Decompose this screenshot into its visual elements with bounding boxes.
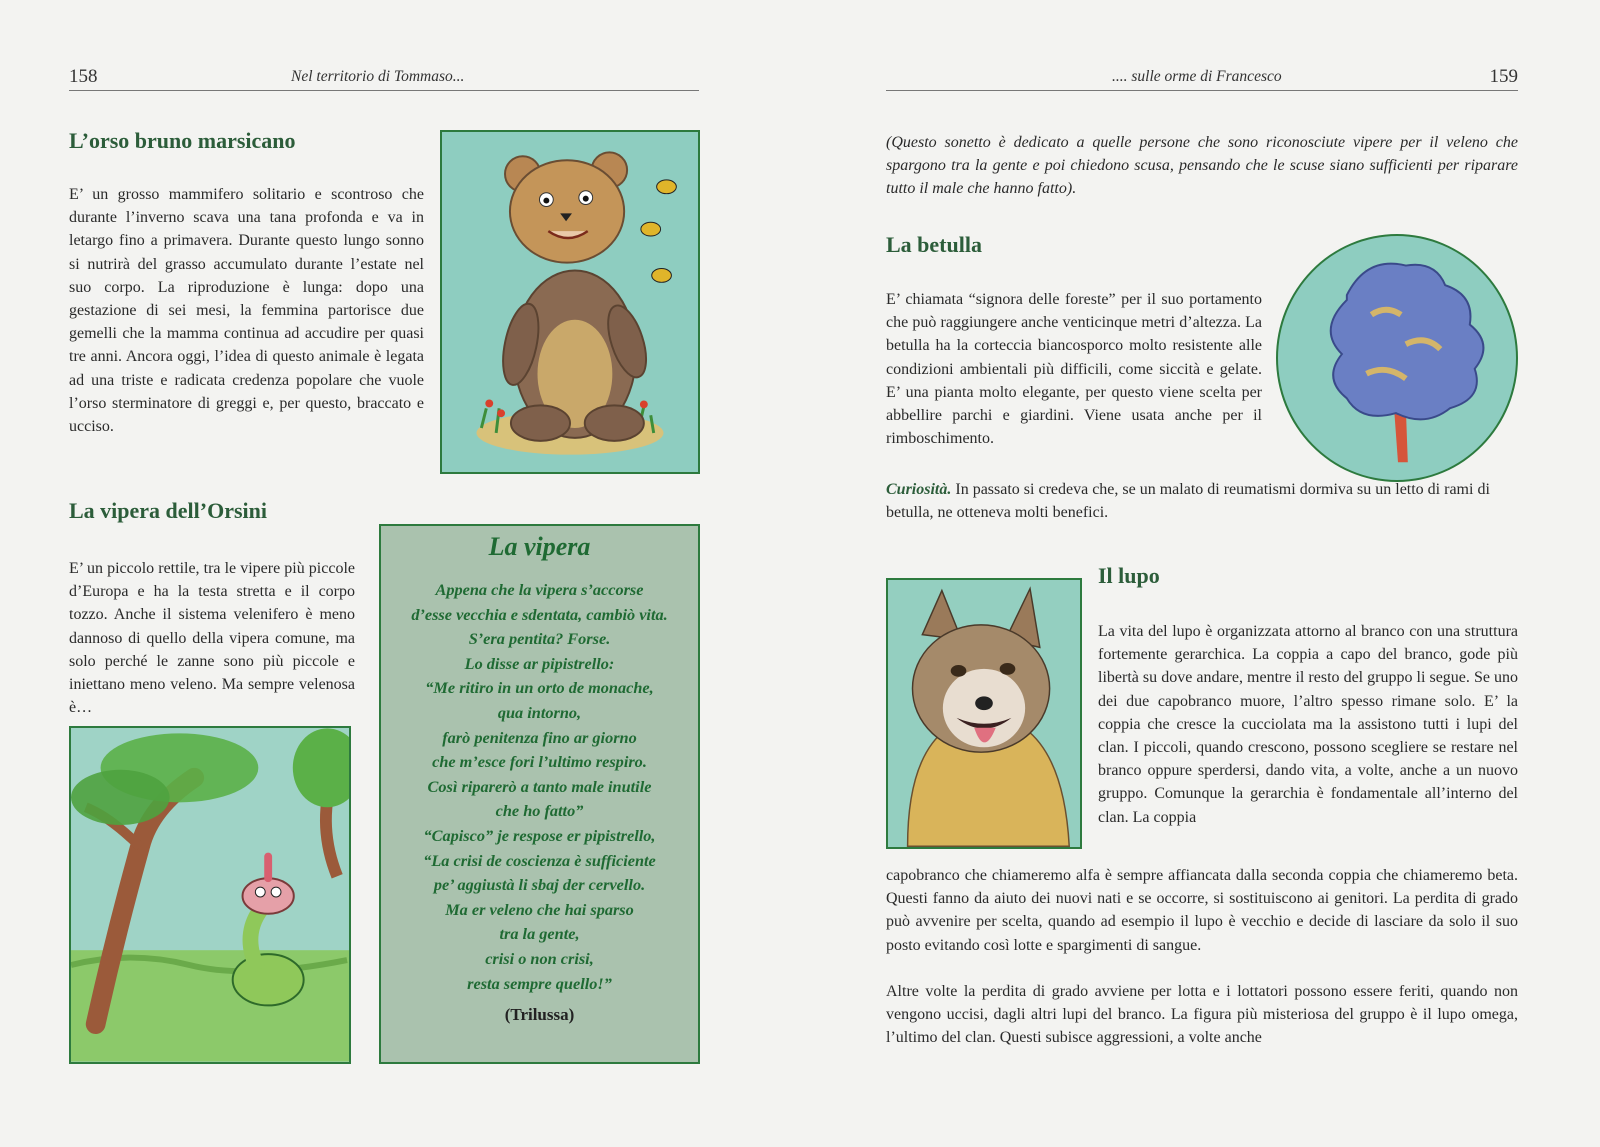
left-running-head: [69, 66, 699, 91]
birch-illustration: [1278, 236, 1516, 480]
poem-line: “Me ritiro in un orto de monache,: [425, 678, 654, 698]
bear-illustration: [442, 132, 698, 472]
poem-line: “La crisi de coscienza è sufficiente: [423, 850, 656, 870]
wolf-text-full: capobranco che chiameremo alfa è sempre affiancata dalla seconda coppia che chiameremo beta. Questi fanno da aiuto dei nuovi nati e se occorre, si sostituiscono ai genitori. La perdita di grado può avvenire per scelta, quando ad esempio il lupo è vecchio e decide di lasciare da solo il suo posto evitando così lotte e spargimenti di sangue.: [886, 867, 1518, 954]
viper-drawing: [69, 726, 351, 1064]
bear-text: E’ un grosso mammifero solitario e scontroso che durante l’inverno scava una tana profonda e va in letargo fino a primavera. Durante questo lungo sonno si nutrirà del grasso accumulato durante l’estate nel suo corpo. La riproduzione è lunga: dopo una gestazione di sei mesi, la femmina partorisce due gemelli che la mamma continua ad accudire per quasi tre anni. Ancora oggi, l’idea di questo animale è legata ad una triste e radicata credenza popolare che vuole l’orso sterminatore di greggi e, per questo, braccato e ucciso.: [69, 186, 424, 436]
bear-drawing: [440, 130, 700, 474]
left-running-title: Nel territorio di Tommaso...: [291, 68, 465, 85]
poem-line: S’era pentita? Forse.: [468, 629, 611, 649]
curiosity-label: Curiosità.: [886, 481, 952, 498]
poem-author: (Trilussa): [504, 1005, 575, 1025]
poem-line: Così riparerò a tanto male inutile: [427, 776, 652, 796]
viper-illustration: [71, 728, 349, 1062]
poem-line: “Capisco” je respose er pipistrello,: [423, 825, 656, 845]
curiosity-text: In passato si credeva che, se un malato di reumatismi dormiva su un letto di rami di betulla, ne otteneva molti benefici.: [886, 481, 1490, 522]
poem-line: pe’ aggiustà li sbaj der cervello.: [433, 875, 646, 895]
bear-heading: L’orso bruno marsicano: [69, 128, 296, 153]
viper-heading: La vipera dell’Orsini: [69, 498, 267, 523]
poem-line: Ma er veleno che hai sparso: [445, 899, 634, 919]
poem-line: tra la gente,: [499, 924, 580, 944]
birch-heading: La betulla: [886, 232, 982, 257]
poem-line: resta sempre quello!”: [467, 973, 612, 993]
poem-line: che ho fatto”: [495, 801, 584, 821]
birch-curiosity: [886, 478, 1518, 524]
viper-text: E’ un piccolo rettile, tra le vipere più piccole d’Europa e ha la testa stretta e il corpo tozzo. Anche il sistema velenifero è meno dannoso di quello della vipera comune, ma solo perché le zanne sono più piccole e iniettano meno veleno. Ma sempre velenosa è…: [69, 560, 355, 717]
birch-drawing: [1276, 234, 1518, 482]
poem-line: che m’esce fori l’ultimo respiro.: [432, 752, 647, 772]
poem-line: Appena che la vipera s’accorse: [435, 580, 644, 599]
right-page: [800, 0, 1600, 1147]
poem-box: [379, 524, 700, 1064]
right-running-title: .... sulle orme di Francesco: [1112, 68, 1282, 85]
poem-line: Lo disse ar pipistrello:: [464, 653, 615, 673]
poem-line: farò penitenza fino ar giorno: [442, 727, 637, 747]
poem-title: La vipera: [488, 532, 591, 561]
poem-line: d’esse vecchia e sdentata, cambiò vita.: [411, 604, 668, 624]
wolf-heading: Il lupo: [1098, 563, 1160, 588]
right-page-number: 159: [1489, 66, 1518, 87]
wolf-text-beside: La vita del lupo è organizzata attorno al branco con una struttura fortemente gerarchica. La coppia a capo del branco, gode più libertà su dove andare, mentre il resto del gruppo li segue. Se uno dei due capobranco muore, l’altro spesso rimane solo. E’ la coppia che cresce la cucciolata ma la assistono tutti i lupi del clan. I piccoli, quando crescono, possono scegliere se restare nel branco oppure sperdersi, dando vita, a volte, anche a un nuovo gruppo. Comunque la gerarchia è fondamentale all’interno del clan. La coppia: [1098, 623, 1518, 826]
wolf-illustration: [888, 580, 1080, 847]
bees: [641, 180, 676, 282]
poem-line: qua intorno,: [497, 702, 582, 722]
right-running-head: [886, 66, 1518, 91]
poem-line: crisi o non crisi,: [485, 948, 594, 968]
sonnet-note: (Questo sonetto è dedicato a quelle persone che sono riconosciute vipere per il veleno che spargono tra la gente e poi chiedono scusa, pensando che le scuse siano sufficienti per riparare tutto il male che hanno fatto).: [886, 134, 1518, 198]
poem-lines: [381, 578, 698, 996]
left-page-number: 158: [69, 66, 98, 87]
wolf-drawing: [886, 578, 1082, 849]
birch-text: E’ chiamata “signora delle foreste” per il suo portamento che può raggiungere anche venticinque metri d’altezza. La betulla ha la corteccia biancosporco molto resistente alle condizioni ambientali più difficili, come siccità e gelate. E’ una pianta molto elegante, per questo viene scelta per abbellire parchi e giardini. Viene usata anche per il rimboschimento.: [886, 291, 1262, 448]
wolf-text-last: Altre volte la perdita di grado avviene per lotta e i lottatori possono essere feriti, quando non vengono uccisi, dagli altri lupi del branco. La figura più misteriosa del gruppo è il lupo omega, l’ultimo del clan. Questi subisce aggressioni, a volte anche: [886, 983, 1518, 1047]
